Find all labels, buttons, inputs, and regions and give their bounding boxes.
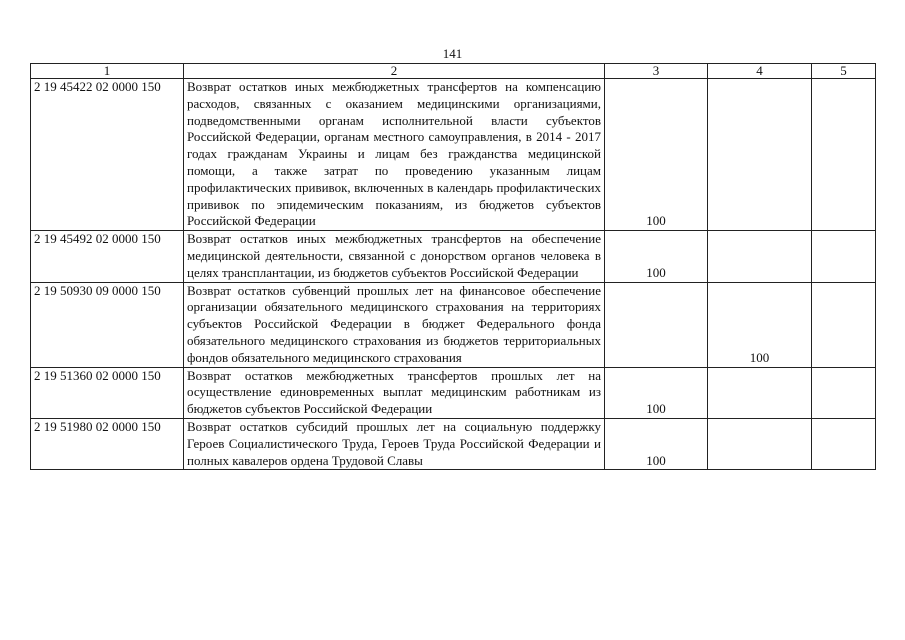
budget-code: 2 19 45422 02 0000 150 bbox=[31, 79, 184, 231]
table-row bbox=[31, 79, 876, 231]
value-col-5 bbox=[812, 282, 876, 367]
header-cell-4: 4 bbox=[708, 64, 812, 79]
value-col-3: 100 bbox=[605, 231, 708, 282]
budget-table bbox=[30, 63, 876, 470]
budget-code: 2 19 45492 02 0000 150 bbox=[31, 231, 184, 282]
header-cell-2: 2 bbox=[184, 64, 605, 79]
value-col-5 bbox=[812, 231, 876, 282]
value-col-4 bbox=[708, 79, 812, 231]
table-row bbox=[31, 367, 876, 418]
header-cell-5: 5 bbox=[812, 64, 876, 79]
table-row bbox=[31, 418, 876, 469]
value-col-3 bbox=[605, 282, 708, 367]
value-col-3: 100 bbox=[605, 79, 708, 231]
value-col-5 bbox=[812, 367, 876, 418]
budget-code: 2 19 50930 09 0000 150 bbox=[31, 282, 184, 367]
value-col-5 bbox=[812, 79, 876, 231]
header-cell-3: 3 bbox=[605, 64, 708, 79]
value-col-5 bbox=[812, 418, 876, 469]
value-col-4 bbox=[708, 231, 812, 282]
row-description: Возврат остатков межбюджетных трансфертов прошлых лет на осуществление единовременных выплат медицинским работникам из бюджетов субъектов Российской Федерации bbox=[184, 367, 605, 418]
budget-code: 2 19 51360 02 0000 150 bbox=[31, 367, 184, 418]
value-col-4 bbox=[708, 418, 812, 469]
table-row bbox=[31, 282, 876, 367]
value-col-4 bbox=[708, 367, 812, 418]
row-description: Возврат остатков иных межбюджетных трансфертов на компенсацию расходов, связанных с оказанием медицинскими организациями, подведомственными органам исполнительной власти субъектов Российской Федерации, органам местного самоуправления, в 2014 - 2017 годах гражданам Украины и лицам без гражданства медицинской помощи, а также затрат по проведению указанным лицам профилактических прививок, включенных в календарь профилактических прививок по эпидемическим показаниям, из бюджетов субъектов Российской Федерации bbox=[184, 79, 605, 231]
value-col-3: 100 bbox=[605, 418, 708, 469]
budget-code: 2 19 51980 02 0000 150 bbox=[31, 418, 184, 469]
row-description: Возврат остатков иных межбюджетных трансфертов на обеспечение медицинской деятельности, связанной с донорством органов человека в целях трансплантации, из бюджетов субъектов Российской Федерации bbox=[184, 231, 605, 282]
row-description: Возврат остатков субвенций прошлых лет на финансовое обеспечение организации обязательного медицинского страхования на территориях субъектов Российской Федерации в бюджет Федерального фонда обязательного медицинского страхования из бюджетов территориальных фондов обязательного медицинского страхования bbox=[184, 282, 605, 367]
row-description: Возврат остатков субсидий прошлых лет на социальную поддержку Героев Социалистического Труда, Героев Труда Российской Федерации и полных кавалеров ордена Трудовой Славы bbox=[184, 418, 605, 469]
page-number: 141 bbox=[442, 46, 463, 61]
header-cell-1: 1 bbox=[31, 64, 184, 79]
header-row bbox=[31, 64, 876, 79]
value-col-4: 100 bbox=[708, 282, 812, 367]
table-row bbox=[31, 231, 876, 282]
value-col-3: 100 bbox=[605, 367, 708, 418]
